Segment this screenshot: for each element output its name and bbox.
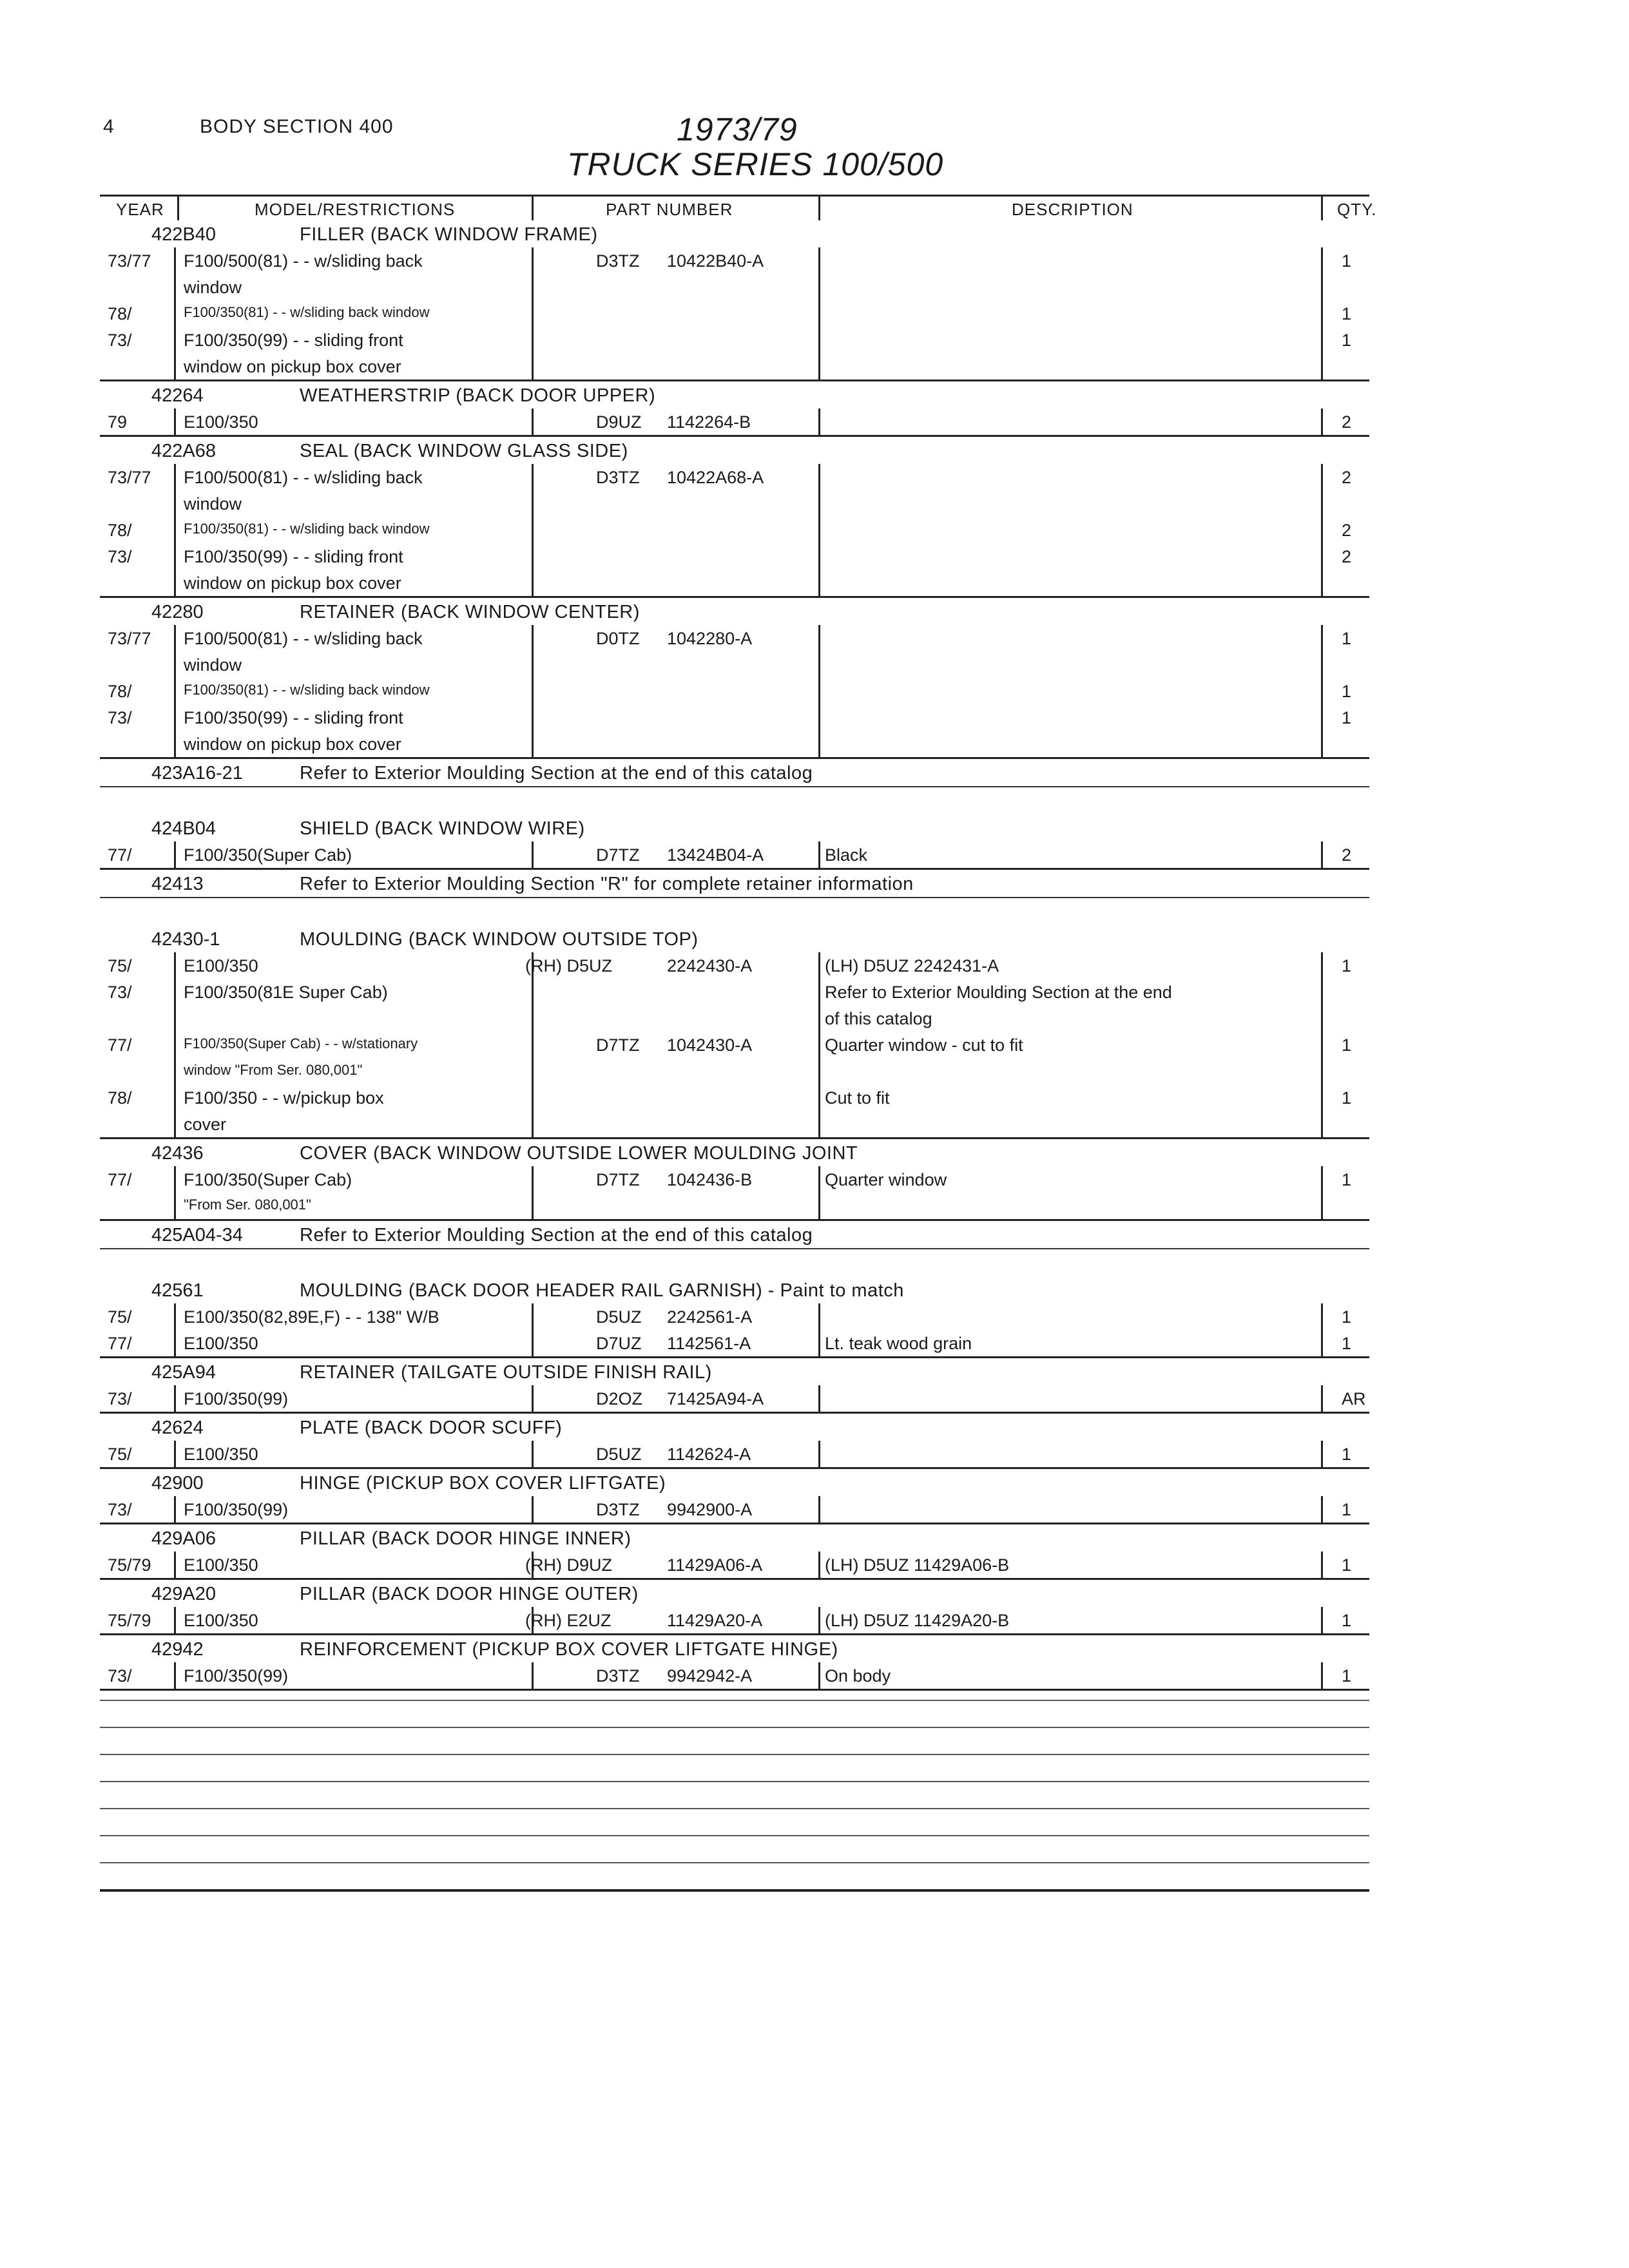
year-cell: 75/	[108, 956, 132, 975]
year-cell: 79	[108, 412, 128, 432]
part-group-rows	[100, 1607, 1369, 1635]
year-cell: 77/	[108, 1035, 132, 1055]
table-row	[100, 651, 1369, 678]
part-number-cell: 2242561-A	[667, 1307, 753, 1327]
model-cell: E100/350	[184, 956, 258, 975]
reference-text: Refer to Exterior Moulding Section at the end of this catalog	[300, 1225, 813, 1245]
part-number-cell: 1042280-A	[667, 629, 753, 648]
year-cell: 75/79	[108, 1555, 151, 1575]
part-number-cell: 11429A06-A	[667, 1555, 763, 1575]
part-group-name: REINFORCEMENT (PICKUP BOX COVER LIFTGATE HINGE)	[300, 1639, 838, 1660]
year-cell: 78/	[108, 304, 132, 323]
part-base-code: 424B04	[151, 818, 216, 839]
part-base-code: 429A20	[151, 1584, 216, 1604]
part-group-name: MOULDING (BACK WINDOW OUTSIDE TOP)	[300, 929, 699, 950]
year-cell: 73/	[108, 708, 132, 727]
model-cell: F100/350(Super Cab)	[184, 845, 352, 865]
year-cell: 75/79	[108, 1611, 151, 1630]
model-cell: F100/350(81) - - w/sliding back window	[184, 682, 430, 698]
spacer	[100, 787, 1369, 814]
part-group-rows	[100, 408, 1369, 437]
part-number-cell: 1042430-A	[667, 1035, 753, 1055]
column-header-year: YEAR	[116, 200, 164, 219]
model-cell: F100/350(Super Cab) - - w/stationary	[184, 1035, 418, 1052]
model-cell: F100/350(99) - - sliding front	[184, 331, 403, 350]
qty-cell: 1	[1342, 331, 1352, 350]
description-cell: Cut to fit	[825, 1088, 890, 1108]
description-cell: (LH) D5UZ 11429A06-B	[825, 1555, 1010, 1575]
model-cell: cover	[184, 1115, 227, 1134]
qty-cell: 1	[1342, 1555, 1352, 1575]
model-cell: F100/350(99)	[184, 1500, 289, 1519]
model-cell: "From Ser. 080,001"	[184, 1196, 311, 1213]
table-row	[100, 1058, 1369, 1084]
header-divider	[532, 195, 534, 220]
reference-text: Refer to Exterior Moulding Section at the end of this catalog	[300, 763, 813, 783]
part-group-title	[100, 1358, 1369, 1385]
part-base-code: 42430-1	[151, 929, 220, 950]
qty-cell: 1	[1342, 1334, 1352, 1353]
page-number: 4	[103, 116, 114, 137]
qty-cell: 2	[1342, 412, 1352, 432]
part-group-rows	[100, 1385, 1369, 1414]
part-group-name: WEATHERSTRIP (BACK DOOR UPPER)	[300, 385, 656, 406]
blank-rule	[100, 1700, 1369, 1701]
description-cell: Quarter window - cut to fit	[825, 1035, 1023, 1055]
qty-cell: 1	[1342, 1666, 1352, 1686]
part-group-title	[100, 220, 1369, 247]
qty-cell: 1	[1342, 1611, 1352, 1630]
qty-cell: 1	[1342, 1500, 1352, 1519]
year-cell: 73/	[108, 1500, 132, 1519]
column-header-part-number: PART NUMBER	[606, 200, 733, 219]
qty-cell: 2	[1342, 547, 1352, 566]
blank-rule	[100, 1862, 1369, 1863]
part-group-name: PILLAR (BACK DOOR HINGE OUTER)	[300, 1584, 639, 1604]
table-row	[100, 1111, 1369, 1137]
part-base-code: 42280	[151, 602, 204, 622]
qty-cell: 1	[1342, 1307, 1352, 1327]
qty-cell: 2	[1342, 521, 1352, 540]
column-header-qty: QTY.	[1337, 200, 1377, 219]
model-cell: window on pickup box cover	[184, 573, 401, 593]
qty-cell: 1	[1342, 956, 1352, 975]
part-group-title	[100, 1276, 1369, 1303]
part-group-name: RETAINER (BACK WINDOW CENTER)	[300, 602, 640, 622]
model-cell: F100/350(81E Super Cab)	[184, 983, 388, 1002]
part-group-rows	[100, 464, 1369, 598]
part-group-name: MOULDING (BACK DOOR HEADER RAIL GARNISH) - Paint to match	[300, 1280, 904, 1301]
year-cell: 73/	[108, 547, 132, 566]
part-group-title	[100, 1139, 1369, 1166]
year-cell: 75/	[108, 1445, 132, 1464]
part-group-title	[100, 381, 1369, 408]
part-base-code: 429A06	[151, 1528, 216, 1549]
year-cell: 77/	[108, 1334, 132, 1353]
part-group-title	[100, 1580, 1369, 1607]
part-base-code: 42624	[151, 1418, 204, 1438]
page-title-series: TRUCK SERIES 100/500	[567, 146, 944, 182]
qty-cell: 1	[1342, 629, 1352, 648]
part-prefix-cell: D7TZ	[596, 1170, 640, 1189]
part-prefix-cell: D7UZ	[596, 1334, 642, 1353]
spacer	[100, 1249, 1369, 1276]
part-group-rows	[100, 1303, 1369, 1358]
part-group-name: COVER (BACK WINDOW OUTSIDE LOWER MOULDING JOINT	[300, 1143, 858, 1164]
part-number-cell: 13424B04-A	[667, 845, 764, 865]
part-number-cell: 1142624-A	[667, 1445, 751, 1464]
table-row	[100, 678, 1369, 704]
table-row	[100, 300, 1369, 327]
table-row	[100, 1385, 1369, 1412]
column-header-model: MODEL/RESTRICTIONS	[255, 200, 456, 219]
table-row	[100, 247, 1369, 274]
model-cell: E100/350	[184, 1445, 258, 1464]
model-cell: F100/350(99) - - sliding front	[184, 708, 403, 727]
header-divider	[818, 195, 820, 220]
model-cell: F100/350(99) - - sliding front	[184, 547, 403, 566]
part-prefix-cell: (RH) D5UZ	[525, 956, 612, 975]
part-number-cell: 71425A94-A	[667, 1389, 764, 1408]
part-prefix-cell: (RH) D9UZ	[525, 1555, 612, 1575]
model-cell: F100/350(81) - - w/sliding back window	[184, 521, 430, 537]
table-row	[100, 731, 1369, 757]
table-row	[100, 1166, 1369, 1193]
model-cell: E100/350	[184, 412, 258, 432]
part-base-code: 423A16-21	[151, 763, 243, 783]
part-group-name: RETAINER (TAILGATE OUTSIDE FINISH RAIL)	[300, 1362, 712, 1383]
description-cell: of this catalog	[825, 1009, 932, 1028]
spacer	[100, 898, 1369, 925]
year-cell: 73/77	[108, 251, 151, 271]
table-row	[100, 1084, 1369, 1111]
part-base-code: 42942	[151, 1639, 204, 1660]
model-cell: F100/500(81) - - w/sliding back	[184, 629, 423, 648]
part-number-cell: 9942942-A	[667, 1666, 753, 1686]
reference-note	[100, 759, 1369, 787]
qty-cell: 2	[1342, 468, 1352, 487]
table-row	[100, 841, 1369, 868]
part-group-title	[100, 1469, 1369, 1496]
table-row	[100, 543, 1369, 570]
parts-catalog	[100, 220, 1369, 1691]
year-cell: 73/77	[108, 629, 151, 648]
table-row	[100, 353, 1369, 380]
year-cell: 73/	[108, 1389, 132, 1408]
qty-cell: 1	[1342, 1170, 1352, 1189]
blank-rule	[100, 1781, 1369, 1782]
model-cell: E100/350	[184, 1555, 258, 1575]
part-number-cell: 11429A20-A	[667, 1611, 763, 1630]
part-number-cell: 1142264-B	[667, 412, 751, 432]
model-cell: window	[184, 278, 242, 297]
part-prefix-cell: D7TZ	[596, 845, 640, 865]
qty-cell: 1	[1342, 304, 1352, 323]
table-row	[100, 1032, 1369, 1058]
description-cell: Refer to Exterior Moulding Section at the end	[825, 983, 1172, 1002]
year-cell: 78/	[108, 682, 132, 701]
model-cell: F100/350 - - w/pickup box	[184, 1088, 384, 1108]
description-cell: (LH) D5UZ 11429A20-B	[825, 1611, 1010, 1630]
year-cell: 78/	[108, 521, 132, 540]
description-cell: On body	[825, 1666, 891, 1686]
part-base-code: 422A68	[151, 441, 216, 461]
table-row	[100, 1330, 1369, 1356]
page-bottom-rule	[100, 1889, 1369, 1892]
model-cell: F100/350(Super Cab)	[184, 1170, 352, 1189]
qty-cell: 1	[1342, 682, 1352, 701]
part-base-code: 42413	[151, 874, 204, 894]
year-cell: 78/	[108, 1088, 132, 1108]
part-group-name: SEAL (BACK WINDOW GLASS SIDE)	[300, 441, 628, 461]
page-title-years: 1973/79	[677, 111, 798, 148]
model-cell: E100/350(82,89E,F) - - 138" W/B	[184, 1307, 439, 1327]
model-cell: F100/350(99)	[184, 1389, 289, 1408]
table-row	[100, 952, 1369, 979]
part-number-cell: 1042436-B	[667, 1170, 753, 1189]
part-group-rows	[100, 1662, 1369, 1691]
table-row	[100, 274, 1369, 300]
table-row	[100, 1496, 1369, 1523]
blank-rule	[100, 1835, 1369, 1836]
model-cell: window on pickup box cover	[184, 735, 401, 754]
table-row	[100, 490, 1369, 517]
part-prefix-cell: D3TZ	[596, 468, 640, 487]
year-cell: 75/	[108, 1307, 132, 1327]
description-cell: Lt. teak wood grain	[825, 1334, 972, 1353]
blank-rule	[100, 1808, 1369, 1809]
part-group-title	[100, 814, 1369, 841]
year-cell: 77/	[108, 845, 132, 865]
part-prefix-cell: D0TZ	[596, 629, 640, 648]
table-row	[100, 704, 1369, 731]
part-group-title	[100, 1635, 1369, 1662]
part-prefix-cell: D3TZ	[596, 1666, 640, 1686]
model-cell: window	[184, 494, 242, 514]
table-row	[100, 1552, 1369, 1578]
table-row	[100, 1441, 1369, 1467]
part-group-title	[100, 598, 1369, 625]
description-cell: Black	[825, 845, 868, 865]
section-label: BODY SECTION 400	[200, 116, 394, 137]
part-group-title	[100, 1414, 1369, 1441]
part-base-code: 42900	[151, 1473, 204, 1494]
part-prefix-cell: D3TZ	[596, 1500, 640, 1519]
table-row	[100, 327, 1369, 353]
reference-text: Refer to Exterior Moulding Section "R" for complete retainer information	[300, 874, 914, 894]
qty-cell: 1	[1342, 1035, 1352, 1055]
qty-cell: 1	[1342, 251, 1352, 271]
model-cell: window "From Ser. 080,001"	[184, 1062, 363, 1078]
part-prefix-cell: (RH) E2UZ	[525, 1611, 612, 1630]
part-group-rows	[100, 952, 1369, 1139]
part-group-rows	[100, 1166, 1369, 1221]
table-row	[100, 1303, 1369, 1330]
year-cell: 77/	[108, 1170, 132, 1189]
table-row	[100, 1193, 1369, 1219]
part-prefix-cell: D5UZ	[596, 1307, 642, 1327]
model-cell: E100/350	[184, 1611, 258, 1630]
part-number-cell: 9942900-A	[667, 1500, 753, 1519]
table-row	[100, 979, 1369, 1005]
part-group-name: PLATE (BACK DOOR SCUFF)	[300, 1418, 563, 1438]
part-prefix-cell: D5UZ	[596, 1445, 642, 1464]
part-group-name: HINGE (PICKUP BOX COVER LIFTGATE)	[300, 1473, 666, 1494]
part-number-cell: 10422A68-A	[667, 468, 764, 487]
part-group-name: FILLER (BACK WINDOW FRAME)	[300, 224, 598, 245]
part-number-cell: 1142561-A	[667, 1334, 751, 1353]
model-cell: E100/350	[184, 1334, 258, 1353]
table-row	[100, 517, 1369, 543]
model-cell: F100/500(81) - - w/sliding back	[184, 468, 423, 487]
reference-note	[100, 870, 1369, 898]
part-group-rows	[100, 1441, 1369, 1469]
part-prefix-cell: D3TZ	[596, 251, 640, 271]
part-group-title	[100, 1524, 1369, 1552]
blank-rule	[100, 1727, 1369, 1728]
model-cell: window on pickup box cover	[184, 357, 401, 376]
table-row	[100, 625, 1369, 651]
model-cell: window	[184, 655, 242, 675]
part-number-cell: 10422B40-A	[667, 251, 764, 271]
column-header-description: DESCRIPTION	[1012, 200, 1133, 219]
part-group-rows	[100, 841, 1369, 870]
part-base-code: 42264	[151, 385, 204, 406]
part-group-name: PILLAR (BACK DOOR HINGE INNER)	[300, 1528, 631, 1549]
qty-cell: 1	[1342, 1088, 1352, 1108]
description-cell: (LH) D5UZ 2242431-A	[825, 956, 999, 975]
header-divider	[1321, 195, 1323, 220]
year-cell: 73/	[108, 331, 132, 350]
table-row	[100, 570, 1369, 596]
table-row	[100, 1607, 1369, 1633]
part-group-rows	[100, 247, 1369, 381]
qty-cell: AR	[1342, 1389, 1366, 1408]
part-number-cell: 2242430-A	[667, 956, 753, 975]
part-prefix-cell: D9UZ	[596, 412, 642, 432]
table-row	[100, 408, 1369, 435]
year-cell: 73/	[108, 983, 132, 1002]
table-row	[100, 464, 1369, 490]
table-row	[100, 1662, 1369, 1689]
year-cell: 73/77	[108, 468, 151, 487]
qty-cell: 1	[1342, 1445, 1352, 1464]
description-cell: Quarter window	[825, 1170, 947, 1189]
year-cell: 73/	[108, 1666, 132, 1686]
part-base-code: 425A04-34	[151, 1225, 243, 1245]
part-base-code: 42561	[151, 1280, 204, 1301]
model-cell: F100/350(99)	[184, 1666, 289, 1686]
part-base-code: 422B40	[151, 224, 216, 245]
blank-rule	[100, 1754, 1369, 1755]
part-group-title	[100, 437, 1369, 464]
part-group-title	[100, 925, 1369, 952]
part-base-code: 42436	[151, 1143, 204, 1164]
part-group-name: SHIELD (BACK WINDOW WIRE)	[300, 818, 585, 839]
part-group-rows	[100, 1552, 1369, 1580]
model-cell: F100/500(81) - - w/sliding back	[184, 251, 423, 271]
qty-cell: 1	[1342, 708, 1352, 727]
header-divider	[177, 195, 179, 220]
part-prefix-cell: D2OZ	[596, 1389, 643, 1408]
part-group-rows	[100, 1496, 1369, 1524]
model-cell: F100/350(81) - - w/sliding back window	[184, 304, 430, 320]
table-top-rule	[100, 195, 1369, 197]
part-base-code: 425A94	[151, 1362, 216, 1383]
table-row	[100, 1005, 1369, 1032]
part-group-rows	[100, 625, 1369, 759]
reference-note	[100, 1221, 1369, 1249]
part-prefix-cell: D7TZ	[596, 1035, 640, 1055]
qty-cell: 2	[1342, 845, 1352, 865]
